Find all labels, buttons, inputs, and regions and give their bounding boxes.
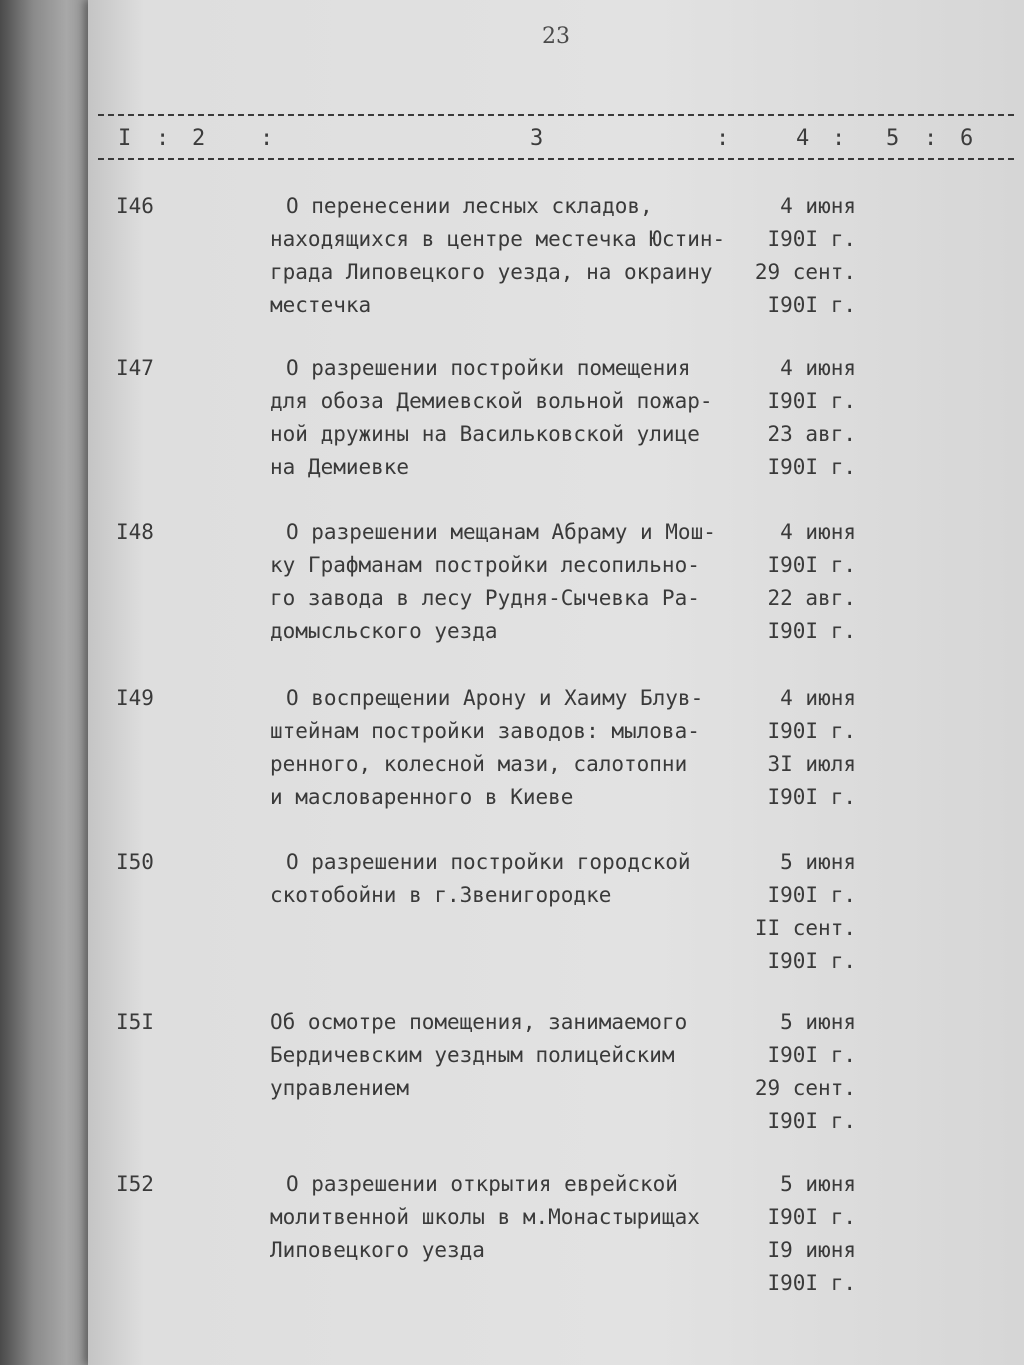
column-header-separator: : (716, 126, 730, 151)
date-line: I90I г. (767, 1205, 856, 1229)
document-page (88, 0, 1024, 1365)
column-header-6: 6 (960, 126, 974, 151)
description-line: Липовецкого уезда (270, 1238, 485, 1262)
column-header-2: 2 (192, 126, 206, 151)
date-line: I90I г. (767, 619, 856, 643)
column-header-4: 4 (796, 126, 810, 151)
description-line: местечка (270, 293, 372, 317)
date-line: I90I г. (767, 1109, 856, 1133)
date-line: 5 июня (780, 1010, 856, 1034)
entry-number: I48 (116, 520, 154, 544)
date-line: 4 июня (780, 520, 856, 544)
date-line: 4 июня (780, 356, 856, 380)
date-line: I90I г. (767, 293, 856, 317)
date-line: I90I г. (767, 389, 856, 413)
entry-description (270, 1006, 740, 1105)
description-line: О разрешении открытия еврейской (286, 1172, 678, 1196)
description-line: для обоза Демиевской вольной пожар- (270, 389, 713, 413)
date-line: I90I г. (767, 455, 856, 479)
entry-description (270, 682, 740, 814)
description-line: штейнам постройки заводов: мылова- (270, 719, 700, 743)
description-line: О перенесении лесных складов, (286, 194, 653, 218)
description-line: О воспрещении Арону и Хаиму Блув- (286, 686, 704, 710)
column-header-separator: : (832, 126, 846, 151)
date-line: I90I г. (767, 553, 856, 577)
entry-description (270, 516, 740, 648)
description-line: града Липовецкого уезда, на окраину (270, 260, 713, 284)
description-line: О разрешении постройки помещения (286, 356, 691, 380)
entry-description (270, 352, 740, 484)
date-line: 23 авг. (767, 422, 856, 446)
date-line: 29 сент. (754, 1076, 856, 1100)
entry-description (270, 846, 740, 912)
date-line: 29 сент. (754, 260, 856, 284)
entry-number: I49 (116, 686, 154, 710)
column-header-separator: : (156, 126, 170, 151)
description-line: О разрешении мещанам Абраму и Мош- (286, 520, 716, 544)
date-line: I90I г. (767, 1043, 856, 1067)
column-header-separator: : (260, 126, 274, 151)
description-line: управлением (270, 1076, 410, 1100)
date-line: I90I г. (767, 1271, 856, 1295)
description-line: го завода в лесу Рудня-Сычевка Ра- (270, 586, 700, 610)
column-header-1: I (118, 126, 132, 151)
entry-dates (736, 1006, 856, 1138)
description-line: и масловаренного в Киеве (270, 785, 574, 809)
entry-number: I46 (116, 194, 154, 218)
description-line: ку Графманам постройки лесопильно- (270, 553, 700, 577)
date-line: I90I г. (767, 883, 856, 907)
entry-description (270, 190, 740, 322)
description-line: Бердичевским уездным полицейским (270, 1043, 675, 1067)
date-line: I90I г. (767, 785, 856, 809)
column-header-3: 3 (530, 126, 544, 151)
column-header-separator: : (924, 126, 938, 151)
description-line: ной дружины на Васильковской улице (270, 422, 700, 446)
date-line: I90I г. (767, 719, 856, 743)
entry-dates (736, 846, 856, 978)
entry-dates (736, 1168, 856, 1300)
description-line: О разрешении постройки городской (286, 850, 691, 874)
entry-number: I52 (116, 1172, 154, 1196)
description-line: Об осмотре помещения, занимаемого (270, 1010, 688, 1034)
entry-dates (736, 682, 856, 814)
date-line: 4 июня (780, 194, 856, 218)
header-rule-top (98, 114, 1014, 116)
book-binding (0, 0, 95, 1365)
description-line: домысльского уезда (270, 619, 498, 643)
description-line: ренного, колесной мази, салотопни (270, 752, 688, 776)
description-line: на Демиевке (270, 455, 410, 479)
date-line: I90I г. (767, 227, 856, 251)
entry-description (270, 1168, 740, 1267)
header-rule-bottom (98, 158, 1014, 160)
date-line: 4 июня (780, 686, 856, 710)
description-line: скотобойни в г.Звенигородке (270, 883, 612, 907)
date-line: 5 июня (780, 1172, 856, 1196)
entry-number: I5I (116, 1010, 154, 1034)
entry-dates (736, 352, 856, 484)
date-line: II сент. (754, 916, 856, 940)
date-line: 5 июня (780, 850, 856, 874)
page-number: 23 (542, 24, 570, 49)
date-line: I9 июня (767, 1238, 856, 1262)
date-line: 22 авг. (767, 586, 856, 610)
entry-dates (736, 516, 856, 648)
entry-number: I50 (116, 850, 154, 874)
entry-dates (736, 190, 856, 322)
column-header-5: 5 (886, 126, 900, 151)
entry-number: I47 (116, 356, 154, 380)
description-line: находящихся в центре местечка Юстин- (270, 227, 726, 251)
date-line: I90I г. (767, 949, 856, 973)
description-line: молитвенной школы в м.Монастырищах (270, 1205, 700, 1229)
date-line: 3I июля (767, 752, 856, 776)
column-header-row (88, 126, 1024, 156)
